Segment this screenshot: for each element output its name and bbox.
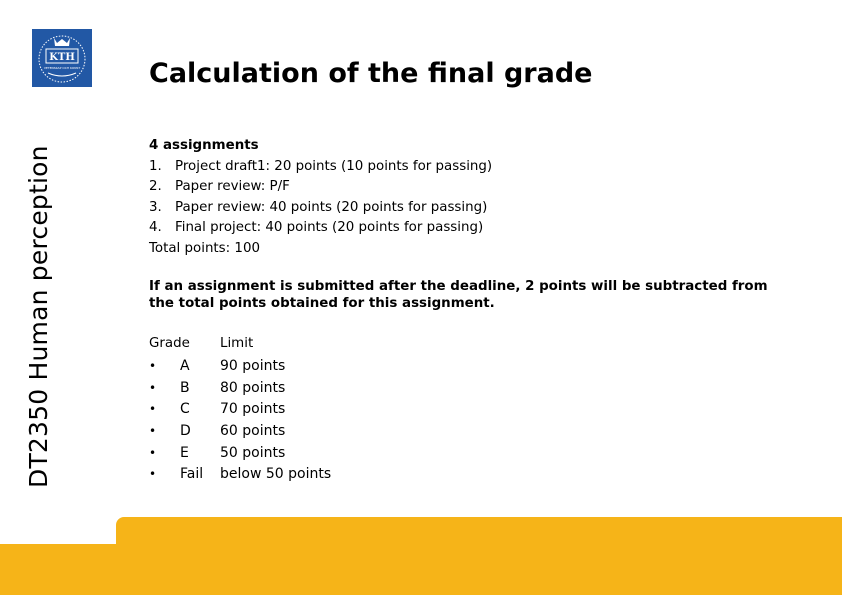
grade-row: [149, 421, 331, 443]
grade-limit: 70 points: [220, 401, 286, 418]
grade-letter: Fail: [180, 466, 204, 483]
late-submission-note: If an assignment is submitted after the deadline, 2 points will be subtracted from the total points obtained for this assignment.: [149, 279, 768, 311]
grade-limit: 80 points: [220, 379, 286, 396]
bullet: •: [149, 359, 157, 373]
assignment-number: 4.: [149, 220, 162, 235]
bullet: •: [149, 445, 157, 460]
assignment-text: Paper review: 40 points (20 points for passing): [175, 199, 488, 215]
kth-crest-icon: [32, 29, 92, 87]
grade-row: [149, 464, 331, 486]
bullet: •: [149, 380, 157, 395]
page-title: Calculation of the final grade: [149, 58, 593, 89]
grade-table: [149, 334, 331, 486]
grade-row: [149, 443, 331, 465]
assignment-number: 3.: [149, 199, 162, 215]
bullet: •: [149, 424, 157, 439]
footer-tab: [116, 517, 842, 595]
assignment-item: [149, 198, 492, 219]
assignment-text: Paper review: P/F: [175, 179, 290, 194]
grade-row: [149, 399, 331, 421]
assignments-total: Total points: 100: [149, 240, 260, 256]
grade-row: [149, 356, 331, 378]
grade-header: Grade: [149, 336, 190, 351]
assignments-section: [149, 136, 492, 259]
grade-limit: below 50 points: [220, 466, 332, 483]
assignment-text: Project draft1: 20 points (10 points for passing): [175, 158, 493, 174]
kth-logo: [32, 29, 92, 87]
grade-row: [149, 378, 331, 400]
assignment-number: 2.: [149, 179, 162, 194]
grade-limit: 50 points: [220, 444, 286, 461]
grade-letter: B: [180, 379, 190, 396]
assignments-heading: 4 assignments: [149, 138, 259, 153]
assignment-item: [149, 177, 492, 198]
grade-letter: E: [180, 444, 189, 461]
course-title: DT2350 Human perception: [24, 145, 53, 488]
grade-table-header: [149, 334, 331, 356]
grade-letter: A: [180, 358, 190, 374]
grade-letter: D: [180, 423, 191, 440]
grade-limit: 90 points: [220, 358, 286, 374]
assignment-number: 1.: [149, 158, 162, 174]
bullet: •: [149, 467, 157, 482]
logo-subtext: VETENSKAP OCH KONST: [43, 66, 81, 70]
bullet: •: [149, 402, 157, 417]
grade-limit: 60 points: [220, 423, 286, 440]
logo-text: KTH: [49, 52, 75, 63]
assignment-text: Final project: 40 points (20 points for passing): [175, 220, 484, 235]
limit-header: Limit: [220, 336, 254, 351]
grade-letter: C: [180, 401, 190, 418]
assignment-item: [149, 218, 492, 239]
assignment-item: [149, 157, 492, 178]
